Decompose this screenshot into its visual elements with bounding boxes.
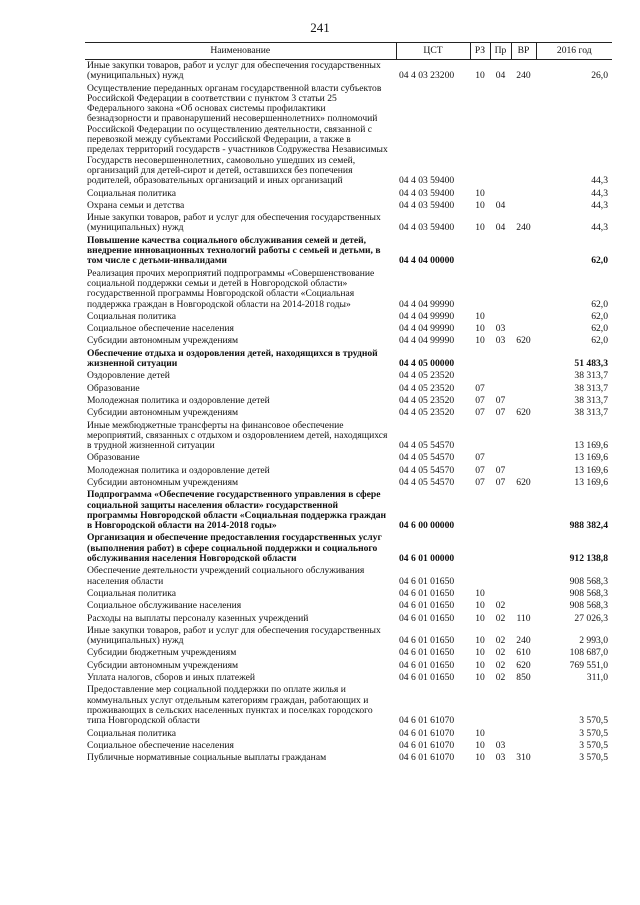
cell-pr: 07 bbox=[495, 464, 506, 476]
table-row bbox=[85, 335, 612, 347]
cell-rz: 10 bbox=[475, 222, 485, 234]
cell-pr bbox=[490, 370, 511, 382]
cell-sum: 311,0 bbox=[586, 672, 608, 684]
cell-vr bbox=[511, 532, 536, 565]
table-row bbox=[85, 740, 612, 752]
cell-vr bbox=[511, 600, 536, 612]
table-row bbox=[85, 565, 612, 588]
cell-pr bbox=[490, 452, 511, 464]
cell-name: Расходы на выплаты персоналу казенных учреждений bbox=[87, 612, 309, 624]
cell-rz: 10 bbox=[475, 323, 485, 335]
cell-cst: 04 4 05 00000 bbox=[399, 358, 455, 370]
cell-cst: 04 6 01 61070 bbox=[399, 727, 455, 739]
cell-sum: 38 313,7 bbox=[574, 382, 608, 394]
cell-name: Субсидии автономным учреждениям bbox=[87, 407, 239, 419]
cell-cst: 04 6 01 01650 bbox=[399, 600, 455, 612]
table-row bbox=[85, 647, 612, 659]
cell-name: Уплата налогов, сборов и иных платежей bbox=[87, 672, 256, 684]
cell-vr bbox=[511, 489, 536, 532]
cell-vr bbox=[511, 452, 536, 464]
cell-rz: 10 bbox=[475, 187, 485, 199]
cell-vr bbox=[511, 323, 536, 335]
cell-pr: 03 bbox=[495, 752, 506, 764]
cell-cst: 04 4 05 54570 bbox=[399, 440, 455, 452]
cell-cst: 04 6 01 01650 bbox=[399, 672, 455, 684]
cell-sum: 26,0 bbox=[591, 70, 608, 82]
cell-name: Социальная политика bbox=[87, 187, 176, 199]
cell-name: Социальное обеспечение населения bbox=[87, 739, 234, 751]
cell-pr bbox=[490, 684, 511, 727]
cell-pr bbox=[490, 565, 511, 588]
cell-pr bbox=[490, 235, 511, 268]
table-row bbox=[85, 188, 612, 200]
cell-sum: 988 382,4 bbox=[569, 520, 608, 532]
cell-name: Публичные нормативные социальные выплаты гражданам bbox=[87, 752, 327, 764]
cell-sum: 3 570,5 bbox=[579, 727, 608, 739]
cell-cst: 04 6 01 61070 bbox=[399, 752, 455, 764]
cell-name: Обеспечение отдыха и оздоровления детей, находящихся в трудной жизненной ситуации bbox=[87, 347, 378, 370]
cell-cst: 04 6 01 01650 bbox=[399, 612, 455, 624]
cell-rz: 07 bbox=[475, 394, 485, 406]
table-body bbox=[85, 60, 612, 765]
cell-pr: 04 bbox=[495, 199, 506, 211]
cell-pr: 07 bbox=[495, 407, 506, 419]
header-sum: 2016 год bbox=[536, 43, 612, 60]
table-row bbox=[85, 588, 612, 600]
table-row bbox=[85, 465, 612, 477]
cell-rz: 10 bbox=[475, 587, 485, 599]
cell-cst: 04 6 01 00000 bbox=[399, 553, 455, 565]
cell-rz bbox=[470, 348, 490, 371]
cell-vr bbox=[511, 200, 536, 212]
cell-cst: 04 4 05 23520 bbox=[399, 407, 455, 419]
cell-vr: 620 bbox=[516, 659, 531, 671]
cell-sum: 44,3 bbox=[591, 187, 608, 199]
cell-vr bbox=[511, 684, 536, 727]
table-row bbox=[85, 613, 612, 625]
cell-rz bbox=[470, 370, 490, 382]
table-row bbox=[85, 383, 612, 395]
table-row bbox=[85, 625, 612, 648]
cell-sum: 44,3 bbox=[591, 175, 608, 187]
cell-sum: 62,0 bbox=[591, 255, 608, 267]
cell-sum: 13 169,6 bbox=[574, 476, 608, 488]
cell-name: Субсидии автономным учреждениям bbox=[87, 476, 239, 488]
cell-vr bbox=[511, 588, 536, 600]
cell-vr bbox=[511, 728, 536, 740]
table-row bbox=[85, 348, 612, 371]
cell-sum: 908 568,3 bbox=[569, 587, 608, 599]
table-row bbox=[85, 212, 612, 235]
cell-cst: 04 6 01 01650 bbox=[399, 647, 455, 659]
cell-name: Социальная политика bbox=[87, 310, 176, 322]
cell-name: Иные закупки товаров, работ и услуг для обеспечения государственных (муниципальных) нужд bbox=[87, 212, 381, 234]
cell-cst: 04 4 04 99990 bbox=[399, 298, 455, 310]
table-row bbox=[85, 489, 612, 532]
cell-sum: 27 026,3 bbox=[574, 612, 608, 624]
cell-sum: 13 169,6 bbox=[574, 452, 608, 464]
cell-name: Обеспечение деятельности учреждений социального обслуживания населения области bbox=[87, 565, 365, 587]
cell-pr: 02 bbox=[495, 600, 506, 612]
cell-cst: 04 4 03 59400 bbox=[399, 222, 455, 234]
cell-cst: 04 4 05 23520 bbox=[399, 394, 455, 406]
cell-vr: 240 bbox=[516, 635, 531, 647]
cell-sum: 3 570,5 bbox=[579, 739, 608, 751]
cell-pr: 07 bbox=[495, 394, 506, 406]
cell-pr: 03 bbox=[495, 323, 506, 335]
cell-pr bbox=[490, 532, 511, 565]
cell-rz: 10 bbox=[475, 612, 485, 624]
cell-rz bbox=[470, 684, 490, 727]
cell-pr bbox=[490, 420, 511, 453]
cell-sum: 62,0 bbox=[591, 298, 608, 310]
cell-pr: 03 bbox=[495, 335, 506, 347]
cell-sum: 908 568,3 bbox=[569, 600, 608, 612]
cell-cst: 04 4 04 00000 bbox=[399, 255, 455, 267]
cell-cst: 04 4 05 54570 bbox=[399, 464, 455, 476]
cell-cst: 04 6 01 61070 bbox=[399, 715, 455, 727]
cell-cst: 04 6 01 01650 bbox=[399, 575, 455, 587]
cell-cst: 04 6 01 01650 bbox=[399, 635, 455, 647]
cell-sum: 3 570,5 bbox=[579, 752, 608, 764]
table-row bbox=[85, 752, 612, 764]
table-row bbox=[85, 420, 612, 453]
cell-pr: 02 bbox=[495, 612, 506, 624]
budget-table bbox=[85, 42, 612, 764]
cell-rz: 07 bbox=[475, 382, 485, 394]
cell-vr: 850 bbox=[516, 672, 531, 684]
cell-rz: 10 bbox=[475, 199, 485, 211]
cell-pr bbox=[490, 489, 511, 532]
cell-sum: 908 568,3 bbox=[569, 575, 608, 587]
cell-name: Иные закупки товаров, работ и услуг для обеспечения государственных (муниципальных) нужд bbox=[87, 60, 381, 82]
table-row bbox=[85, 395, 612, 407]
cell-pr: 04 bbox=[495, 222, 506, 234]
cell-rz: 10 bbox=[475, 752, 485, 764]
cell-vr bbox=[511, 395, 536, 407]
cell-sum: 38 313,7 bbox=[574, 370, 608, 382]
table-row bbox=[85, 323, 612, 335]
cell-cst: 04 4 03 23200 bbox=[399, 70, 455, 82]
cell-sum: 13 169,6 bbox=[574, 440, 608, 452]
cell-name: Социальное обеспечение населения bbox=[87, 323, 234, 335]
table-row bbox=[85, 532, 612, 565]
cell-cst: 04 6 00 00000 bbox=[399, 520, 455, 532]
cell-sum: 3 570,5 bbox=[579, 715, 608, 727]
header-pr: Пр bbox=[490, 43, 511, 60]
cell-vr: 240 bbox=[516, 70, 531, 82]
table-row bbox=[85, 672, 612, 684]
page-number: 241 bbox=[310, 20, 330, 35]
cell-vr bbox=[511, 348, 536, 371]
cell-rz: 07 bbox=[475, 452, 485, 464]
cell-pr: 02 bbox=[495, 672, 506, 684]
cell-name: Охрана семьи и детства bbox=[87, 199, 185, 211]
cell-rz: 10 bbox=[475, 335, 485, 347]
cell-rz bbox=[470, 268, 490, 311]
cell-sum: 108 687,0 bbox=[569, 647, 608, 659]
cell-cst: 04 4 05 54570 bbox=[399, 452, 455, 464]
cell-rz bbox=[470, 83, 490, 188]
cell-sum: 38 313,7 bbox=[574, 394, 608, 406]
cell-cst: 04 4 05 23520 bbox=[399, 382, 455, 394]
cell-sum: 38 313,7 bbox=[574, 407, 608, 419]
table-row bbox=[85, 200, 612, 212]
table-row bbox=[85, 235, 612, 268]
cell-vr bbox=[511, 235, 536, 268]
cell-sum: 62,0 bbox=[591, 323, 608, 335]
cell-sum: 769 551,0 bbox=[569, 659, 608, 671]
cell-vr: 620 bbox=[516, 407, 531, 419]
cell-name: Молодежная политика и оздоровление детей bbox=[87, 464, 270, 476]
table-row bbox=[85, 407, 612, 419]
cell-name: Реализация прочих мероприятий подпрограммы «Совершенствование социальной поддержки семьи и детей в Новгородской области» государственной программы Новгородской области «Социальная поддержка граждан в Новгородской области на 2014-2018 годы» bbox=[87, 267, 375, 310]
table-row bbox=[85, 600, 612, 612]
cell-pr bbox=[490, 188, 511, 200]
table-row bbox=[85, 370, 612, 382]
cell-pr bbox=[490, 728, 511, 740]
cell-pr bbox=[490, 383, 511, 395]
cell-pr: 04 bbox=[495, 70, 506, 82]
cell-vr bbox=[511, 465, 536, 477]
cell-sum: 44,3 bbox=[591, 199, 608, 211]
cell-vr: 620 bbox=[516, 335, 531, 347]
cell-sum: 51 483,3 bbox=[574, 358, 608, 370]
table-row bbox=[85, 660, 612, 672]
cell-vr: 620 bbox=[516, 476, 531, 488]
cell-pr: 02 bbox=[495, 647, 506, 659]
cell-rz: 10 bbox=[475, 600, 485, 612]
cell-pr bbox=[490, 268, 511, 311]
cell-rz: 07 bbox=[475, 464, 485, 476]
table-row bbox=[85, 728, 612, 740]
header-cst: ЦСТ bbox=[396, 43, 470, 60]
cell-name: Оздоровление детей bbox=[87, 370, 170, 382]
cell-name: Социальное обслуживание населения bbox=[87, 600, 242, 612]
cell-rz bbox=[470, 489, 490, 532]
cell-cst: 04 6 01 61070 bbox=[399, 739, 455, 751]
cell-rz: 10 bbox=[475, 727, 485, 739]
cell-cst: 04 4 05 23520 bbox=[399, 370, 455, 382]
cell-rz: 10 bbox=[475, 647, 485, 659]
cell-vr: 610 bbox=[516, 647, 531, 659]
cell-cst: 04 4 04 99990 bbox=[399, 310, 455, 322]
cell-sum: 912 138,8 bbox=[569, 553, 608, 565]
cell-vr bbox=[511, 383, 536, 395]
cell-vr bbox=[511, 565, 536, 588]
cell-pr bbox=[490, 588, 511, 600]
cell-vr bbox=[511, 188, 536, 200]
table-row bbox=[85, 83, 612, 188]
cell-sum: 2 993,0 bbox=[579, 635, 608, 647]
cell-pr bbox=[490, 83, 511, 188]
cell-pr bbox=[490, 311, 511, 323]
cell-pr: 02 bbox=[495, 635, 506, 647]
cell-name: Субсидии автономным учреждениям bbox=[87, 335, 239, 347]
cell-name: Осуществление переданных органам государственной власти субъектов Российской Федерации в соответствии с пунктом 3 статьи 25 Федерального закона «Об основах системы профилактики безнадзорности и правонарушений несовершеннолетних» полномочий Российской Федерации по осуществлению деятельности, связанной с перевозкой между субъектами Российской Федерации, а также в пределах территорий государств - участников Содружества Независимых Государств несовершеннолетних, самовольно ушедших из семей, организаций для детей-сирот и детей, оставшихся без попечения родителей, образовательных организаций и иных организаций bbox=[87, 82, 388, 187]
header-vr: ВР bbox=[511, 43, 536, 60]
cell-rz bbox=[470, 235, 490, 268]
header-rz: РЗ bbox=[470, 43, 490, 60]
cell-pr: 02 bbox=[495, 659, 506, 671]
cell-rz bbox=[470, 565, 490, 588]
cell-rz: 10 bbox=[475, 659, 485, 671]
cell-name: Иные межбюджетные трансферты на финансовое обеспечение мероприятий, связанных с отдыхом и оздоровлением детей, находящихся в трудной жизненной ситуации bbox=[87, 419, 388, 452]
cell-name: Субсидии бюджетным учреждениям bbox=[87, 647, 237, 659]
cell-vr bbox=[511, 83, 536, 188]
cell-rz: 10 bbox=[475, 635, 485, 647]
table-row bbox=[85, 452, 612, 464]
cell-name: Субсидии автономным учреждениям bbox=[87, 659, 239, 671]
table-row bbox=[85, 60, 612, 83]
cell-cst: 04 4 04 99990 bbox=[399, 335, 455, 347]
cell-name: Предоставление мер социальной поддержки по оплате жилья и коммунальных услуг отдельным категориям граждан, работающих и проживающих в сельских населенных пунктах и поселках городского типа Новгородской области bbox=[87, 684, 373, 727]
cell-vr bbox=[511, 370, 536, 382]
cell-name: Социальная политика bbox=[87, 727, 176, 739]
cell-name: Подпрограмма «Обеспечение государственного управления в сфере социальной защиты населения области» государственной программы Новгородской области «Социальная поддержка граждан в Новгородской области на 2014-2018 годы» bbox=[87, 489, 387, 532]
cell-sum: 13 169,6 bbox=[574, 464, 608, 476]
cell-vr: 310 bbox=[516, 752, 531, 764]
cell-sum: 62,0 bbox=[591, 310, 608, 322]
table-row bbox=[85, 684, 612, 727]
cell-cst: 04 4 03 59400 bbox=[399, 199, 455, 211]
cell-rz: 10 bbox=[475, 310, 485, 322]
cell-vr bbox=[511, 420, 536, 453]
cell-rz: 10 bbox=[475, 739, 485, 751]
cell-pr: 07 bbox=[495, 476, 506, 488]
cell-vr bbox=[511, 311, 536, 323]
cell-cst: 04 4 04 99990 bbox=[399, 323, 455, 335]
table-row bbox=[85, 477, 612, 489]
cell-name: Образование bbox=[87, 452, 140, 464]
cell-vr bbox=[511, 740, 536, 752]
cell-rz bbox=[470, 420, 490, 453]
table-row bbox=[85, 268, 612, 311]
cell-vr: 110 bbox=[516, 612, 531, 624]
table-row bbox=[85, 311, 612, 323]
cell-rz: 07 bbox=[475, 407, 485, 419]
cell-cst: 04 4 03 59400 bbox=[399, 175, 455, 187]
cell-cst: 04 4 03 59400 bbox=[399, 187, 455, 199]
cell-name: Повышение качества социального обслуживания семей и детей, внедрение инновационных технологий работы с семьей и детьми, в том числе с детьми-инвалидами bbox=[87, 234, 381, 267]
cell-rz: 07 bbox=[475, 476, 485, 488]
cell-cst: 04 6 01 01650 bbox=[399, 587, 455, 599]
cell-sum: 44,3 bbox=[591, 222, 608, 234]
cell-rz: 10 bbox=[475, 70, 485, 82]
cell-rz: 10 bbox=[475, 672, 485, 684]
cell-sum: 62,0 bbox=[591, 335, 608, 347]
cell-cst: 04 6 01 01650 bbox=[399, 659, 455, 671]
cell-name: Организация и обеспечение предоставления государственных услуг (выполнения работ) в сфере социальной поддержки и социального обслуживания населения Новгородской области bbox=[87, 532, 382, 565]
cell-cst: 04 4 05 54570 bbox=[399, 476, 455, 488]
cell-pr bbox=[490, 348, 511, 371]
cell-name: Молодежная политика и оздоровление детей bbox=[87, 394, 270, 406]
cell-vr: 240 bbox=[516, 222, 531, 234]
cell-name: Социальная политика bbox=[87, 587, 176, 599]
table-header bbox=[85, 43, 612, 60]
header-name: Наименование bbox=[85, 43, 396, 60]
cell-name: Иные закупки товаров, работ и услуг для обеспечения государственных (муниципальных) нужд bbox=[87, 624, 381, 647]
cell-name: Образование bbox=[87, 382, 140, 394]
cell-pr: 03 bbox=[495, 739, 506, 751]
cell-vr bbox=[511, 268, 536, 311]
cell-rz bbox=[470, 532, 490, 565]
